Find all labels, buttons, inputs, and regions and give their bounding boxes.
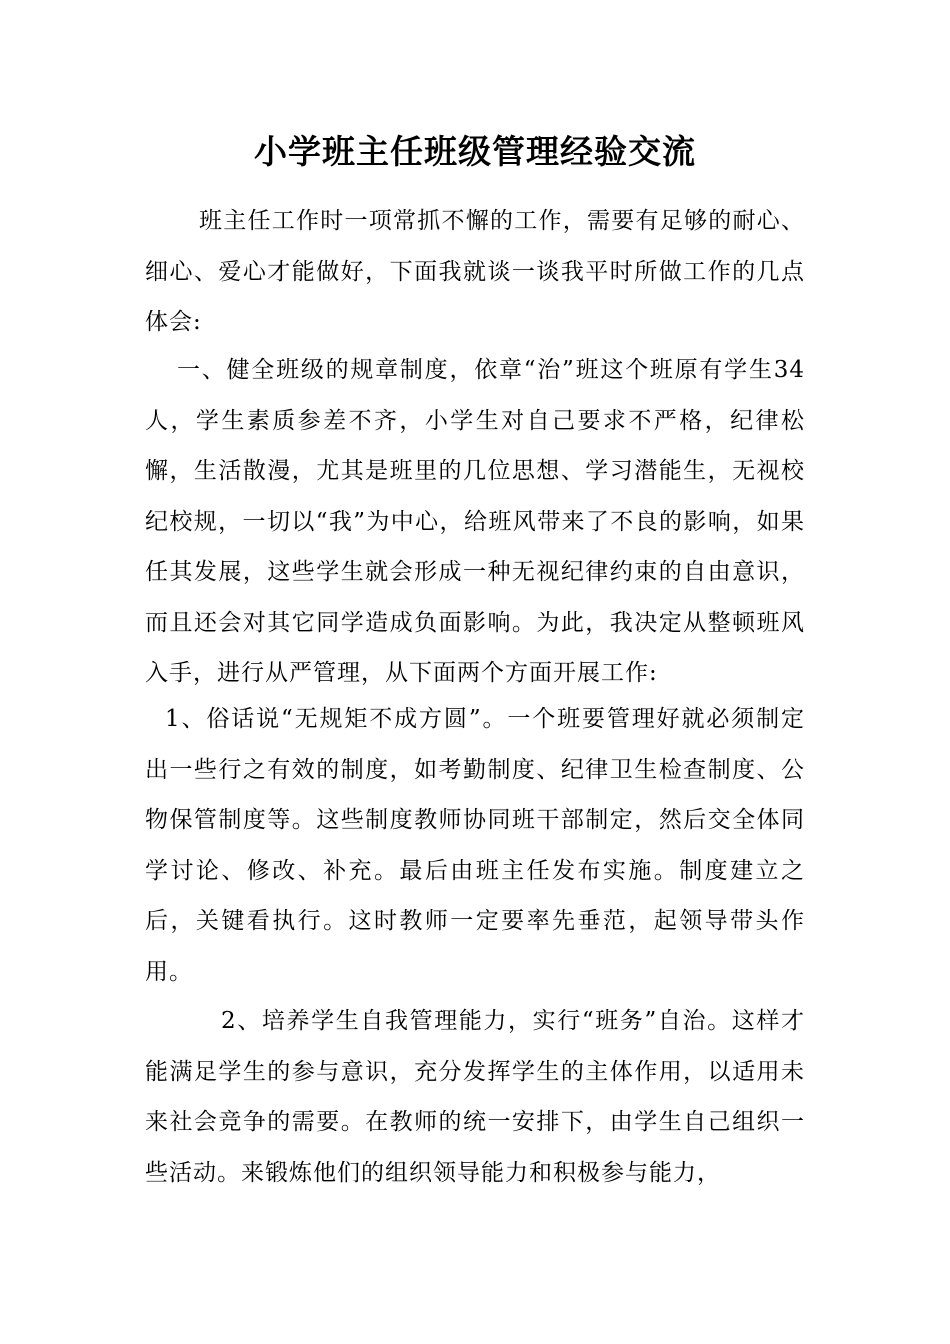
paragraph-intro: 班主任工作时一项常抓不懈的工作，需要有足够的耐心、细心、爱心才能做好，下面我就谈一谈我平时所做工作的几点体会: — [145, 208, 805, 335]
paragraph-item-2: 2、培养学生自我管理能力，实行“班务”自治。这样才能满足学生的参与意识，充分发挥学生的主体作用，以适用未来社会竞争的需要。在教师的统一安排下，由学生自己组织一些活动。来锻炼他们的组织领导能力和积极参与能力， — [145, 1008, 805, 1186]
document-title: 小学班主任班级管理经验交流 — [254, 132, 696, 171]
paragraph-section-1: 一、健全班级的规章制度，依章“治”班这个班原有学生34人，学生素质参差不齐，小学生对自己要求不严格，纪律松懈，生活散漫，尤其是班里的几位思想、学习潜能生，无视校纪校规，一切以“我”为中心，给班风带来了不良的影响，如果任其发展，这些学生就会形成一种无视纪律约束的自由意识，而且还会对其它同学造成负面影响。为此，我决定从整顿班风入手，进行从严管理，从下面两个方面开展工作: — [145, 357, 805, 686]
paragraph-item-1: 1、俗话说“无规矩不成方圆”。一个班要管理好就必须制定出一些行之有效的制度，如考勤制度、纪律卫生检查制度、公物保管制度等。这些制度教师协同班干部制定，然后交全体同学讨论、修改、补充。最后由班主任发布实施。制度建立之后，关键看执行。这时教师一定要率先垂范，起领导带头作用。 — [145, 706, 805, 985]
